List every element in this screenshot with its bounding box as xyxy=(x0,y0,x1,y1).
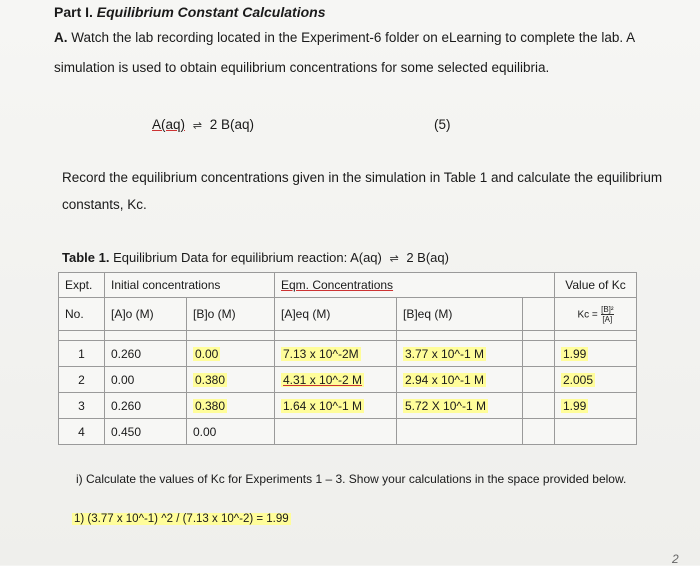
part-label: Part I. xyxy=(54,4,93,20)
answer-1: 1) (3.77 x 10^-1) ^2 / (7.13 x 10^-2) = 1.99 xyxy=(74,513,289,525)
cell-a0: 0.260 xyxy=(105,393,187,419)
cell-b0: 0.380 xyxy=(195,398,226,413)
header-value: Value of Kc xyxy=(555,273,637,298)
table-caption xyxy=(62,250,449,265)
cell-no: 4 xyxy=(59,419,105,445)
cell-b0: 0.380 xyxy=(195,372,226,387)
cell-beq xyxy=(397,419,523,445)
instruction-line-2: constants, Kc. xyxy=(62,197,147,212)
table-gap-row xyxy=(59,331,637,341)
header-eqm: Eqm. Concentrations xyxy=(275,273,555,298)
question-i: i) Calculate the values of Kc for Experiments 1 – 3. Show your calculations in the space provided below. xyxy=(76,472,627,486)
header-no: No. xyxy=(59,298,105,331)
kc-fraction xyxy=(601,305,613,324)
cell-kc: 1.99 xyxy=(563,398,587,413)
table-header-row-1 xyxy=(59,273,637,298)
header-spacer xyxy=(523,298,555,331)
header-kc-formula xyxy=(555,298,637,331)
table-row xyxy=(59,367,637,393)
cell-no: 1 xyxy=(59,341,105,367)
section-a-text-2: simulation is used to obtain equilibrium concentrations for some selected equilibria. xyxy=(54,60,550,75)
cell-aeq: 7.13 x 10^-2M xyxy=(283,346,359,361)
header-expt: Expt. xyxy=(59,273,105,298)
table-row xyxy=(59,341,637,367)
reaction-equation xyxy=(152,117,254,132)
cell-beq: 3.77 x 10^-1 M xyxy=(405,346,485,361)
cell-a0: 0.450 xyxy=(105,419,187,445)
table-caption-text: Equilibrium Data for equilibrium reaction: A(aq) xyxy=(113,250,382,265)
cell-b0: 0.00 xyxy=(195,346,219,361)
reaction-reactant: A(aq) xyxy=(152,117,186,132)
section-a-letter: A. xyxy=(54,30,68,45)
cell-a0: 0.00 xyxy=(105,367,187,393)
table-header-row-2 xyxy=(59,298,637,331)
cell-no: 3 xyxy=(59,393,105,419)
part-title: Equilibrium Constant Calculations xyxy=(96,4,326,20)
section-a-text-1: Watch the lab recording located in the Experiment-6 folder on eLearning to complete the lab. A xyxy=(71,30,636,45)
cell-b0: 0.00 xyxy=(187,419,275,445)
header-beq: [B]eq (M) xyxy=(397,298,523,331)
header-a0: [A]o (M) xyxy=(105,298,187,331)
part-heading xyxy=(54,4,325,20)
kc-numerator: [B]² xyxy=(601,304,614,314)
header-b0: [B]o (M) xyxy=(187,298,275,331)
header-aeq: [A]eq (M) xyxy=(275,298,397,331)
cell-beq: 2.94 x 10^-1 M xyxy=(405,372,485,387)
page-number: 2 xyxy=(672,552,679,566)
equation-number: (5) xyxy=(434,117,451,132)
equilibrium-arrow-icon: ⇌ xyxy=(389,253,399,265)
table-caption-label: Table 1. xyxy=(62,250,110,265)
cell-aeq xyxy=(275,419,397,445)
cell-aeq: 4.31 x 10^-2 M xyxy=(283,372,363,387)
kc-denominator: [A] xyxy=(602,314,613,324)
cell-no: 2 xyxy=(59,367,105,393)
instruction-line-1: Record the equilibrium concentrations given in the simulation in Table 1 and calculate the equilibrium xyxy=(62,170,663,185)
equilibrium-arrow-icon: ⇌ xyxy=(192,120,202,132)
table-row xyxy=(59,393,637,419)
cell-beq: 5.72 X 10^-1 M xyxy=(405,398,487,413)
cell-kc xyxy=(555,419,637,445)
equilibrium-data-table xyxy=(58,272,637,445)
cell-kc: 2.005 xyxy=(563,372,594,387)
table-caption-right: 2 B(aq) xyxy=(406,250,449,265)
cell-aeq: 1.64 x 10^-1 M xyxy=(283,398,363,413)
reaction-product: 2 B(aq) xyxy=(209,117,255,132)
table-row xyxy=(59,419,637,445)
section-a-line-1 xyxy=(54,30,635,45)
header-initial: Initial concentrations xyxy=(105,273,275,298)
cell-kc: 1.99 xyxy=(563,346,587,361)
cell-a0: 0.260 xyxy=(105,341,187,367)
kc-label: Kc = xyxy=(577,309,598,321)
